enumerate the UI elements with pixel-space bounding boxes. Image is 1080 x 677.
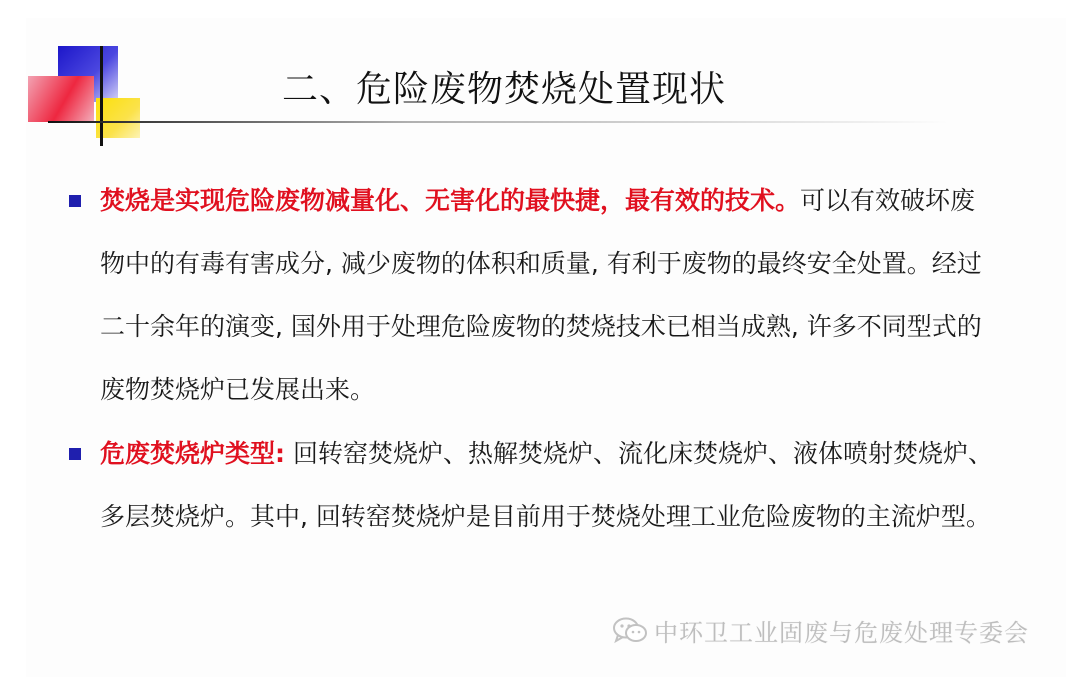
bullet-body: 可以有效破坏废物中的有毒有害成分, 减少废物的体积和质量, 有利于废物的最终安全处置。经过二十余年的演变, 国外用于处理危险废物的焚烧技术已相当成熟, 许多不同型式的废物焚烧炉已发展出来。 [100, 186, 982, 404]
watermark [612, 612, 1029, 648]
logo-red-square [28, 76, 94, 122]
bullet-square-icon [69, 195, 81, 207]
watermark-text: 中环卫工业固废与危废处理专委会 [654, 618, 1029, 647]
bullet-highlight: 危废焚烧炉类型: [100, 439, 285, 468]
bullet-body: 回转窑焚烧炉、热解焚烧炉、流化床焚烧炉、液体喷射焚烧炉、多层焚烧炉。其中, 回转窑焚烧炉是目前用于焚烧处理工业危险废物的主流炉型。 [100, 439, 993, 531]
slide-title: 二、危险废物焚烧处置现状 [282, 69, 727, 110]
title-underline [48, 121, 948, 123]
bullet-square-icon [69, 448, 81, 460]
wechat-icon [612, 616, 648, 644]
logo-vertical-line [100, 46, 103, 146]
bullet-paragraph-furnace-types [100, 422, 1000, 548]
bullet-highlight: 焚烧是实现危险废物减量化、无害化的最快捷，最有效的技术。 [100, 186, 801, 215]
bullet-paragraph-incineration [100, 169, 1000, 421]
